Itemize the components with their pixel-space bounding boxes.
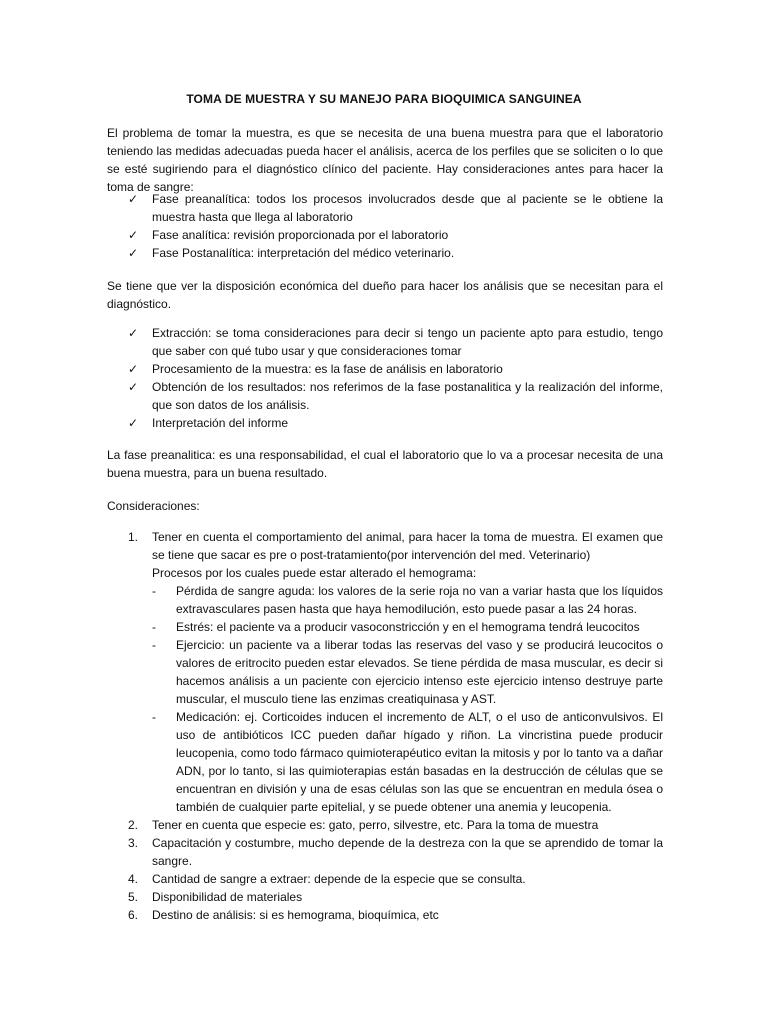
processes-list (152, 582, 663, 816)
list-number: 3. (128, 836, 139, 850)
phases-list (128, 190, 663, 262)
page-title: TOMA DE MUESTRA Y SU MANEJO PARA BIOQUIMICA SANGUINEA (186, 92, 582, 106)
list-item-text: Fase analítica: revisión proporcionada por el laboratorio (152, 228, 449, 242)
check-icon: ✓ (128, 228, 139, 242)
list-item-text: Tener en cuenta el comportamiento del animal, para hacer la toma de muestra. El examen que se tiene que sacar es pre o post-tratamiento(por intervención del med. Veterinario) (152, 530, 663, 562)
check-icon: ✓ (128, 326, 139, 340)
list-number: 1. (128, 530, 139, 544)
check-icon: ✓ (128, 380, 139, 394)
list-item-text: Medicación: ej. Corticoides inducen el incremento de ALT, o el uso de anticonvulsivos. El uso de antibióticos ICC pueden dañar hígado y riñon. La vincristina puede producir leucopenia, como todo fármaco quimioterapéutico evitan la mitosis y por lo tanto va a dañar ADN, por lo tanto, si las quimioterapias están basadas en la destrucción de células que se encuentran en división y una de esas células son las que se encuentran en medula ósea o también de cualquier parte epitelial, y se puede obtener una anemia y leucopenia. (176, 710, 663, 814)
check-icon: ✓ (128, 192, 139, 206)
steps-list (128, 324, 663, 432)
list-item (128, 226, 663, 244)
list-item-text: Disponibilidad de materiales (152, 890, 303, 904)
intro-paragraph: El problema de tomar la muestra, es que se necesita de una buena muestra para que el laboratorio teniendo las medidas adecuadas pueda hacer el análisis, acerca de los perfiles que se soliciten o lo que se esté sugiriendo para el diagnóstico clínico del paciente. Hay consideraciones antes para hacer la toma de sangre: (107, 126, 663, 194)
list-item-text: Capacitación y costumbre, mucho depende de la destreza con la que se aprendido de tomar la sangre. (152, 836, 663, 868)
list-number: 2. (128, 818, 139, 832)
dash-marker: - (152, 710, 156, 724)
list-item-text: Destino de análisis: si es hemograma, bioquímica, etc (152, 908, 439, 922)
check-icon: ✓ (128, 416, 139, 430)
list-item-text: Ejercicio: un paciente va a liberar todas las reservas del vaso y se producirá leucocitos o valores de eritrocito pueden estar elevados. Se tiene pérdida de masa muscular, es decir si hacemos análisis a un paciente con ejercicio intenso este ejercicio intenso destruye parte muscular, el musculo tiene las enzimas creatiquinasa y AST. (176, 638, 663, 706)
check-icon: ✓ (128, 246, 139, 260)
list-item-text: Fase preanalítica: todos los procesos involucrados desde que al paciente se le obtiene la muestra hasta que llega al laboratorio (152, 192, 663, 224)
list-item-text: Estrés: el paciente va a producir vasoconstricción y en el hemograma tendrá leucocitos (176, 620, 640, 634)
list-item-text: Procesamiento de la muestra: es la fase de análisis en laboratorio (152, 362, 503, 376)
list-item-text: Tener en cuenta que especie es: gato, perro, silvestre, etc. Para la toma de muestra (152, 818, 599, 832)
dash-marker: - (152, 638, 156, 652)
list-item (128, 816, 663, 834)
list-item (128, 414, 663, 432)
list-item (128, 244, 663, 262)
list-item-text: Fase Postanalítica: interpretación del médico veterinario. (152, 246, 455, 260)
list-number: 6. (128, 908, 139, 922)
check-icon: ✓ (128, 362, 139, 376)
dash-marker: - (152, 584, 156, 598)
list-number: 4. (128, 872, 139, 886)
list-item-text: Obtención de los resultados: nos referimos de la fase postanalitica y la realización del informe, que son datos de los análisis. (152, 380, 663, 412)
list-item (152, 582, 663, 618)
list-item-text: Pérdida de sangre aguda: los valores de la serie roja no van a variar hasta que los líquidos extravasculares pasen hasta que haya hemodilución, esto puede pasar a las 24 horas. (176, 584, 663, 616)
list-item (128, 360, 663, 378)
list-item (128, 888, 663, 906)
considerations-list (128, 528, 663, 924)
list-item (128, 906, 663, 924)
list-number: 5. (128, 890, 139, 904)
list-item (128, 528, 663, 816)
dash-marker: - (152, 620, 156, 634)
list-item-text: Interpretación del informe (152, 416, 289, 430)
list-item (152, 708, 663, 816)
list-item (128, 834, 663, 870)
list-item-text: Cantidad de sangre a extraer: depende de la especie que se consulta. (152, 872, 526, 886)
list-item (128, 324, 663, 360)
list-item-text: Extracción: se toma consideraciones para decir si tengo un paciente apto para estudio, tengo que saber con qué tubo usar y que consideraciones tomar (152, 326, 663, 358)
processes-intro: Procesos por los cuales puede estar alterado el hemograma: (152, 566, 477, 580)
list-item (128, 870, 663, 888)
list-item (152, 618, 663, 636)
list-item (128, 378, 663, 414)
economic-paragraph: Se tiene que ver la disposición económica del dueño para hacer los análisis que se necesitan para el diagnóstico. (107, 279, 663, 311)
preanalytic-paragraph: La fase preanalitica: es una responsabilidad, el cual el laboratorio que lo va a procesar necesita de una buena muestra, para un buena resultado. (107, 448, 663, 480)
list-item (152, 636, 663, 708)
list-item (128, 190, 663, 226)
considerations-heading: Consideraciones: (107, 499, 200, 513)
